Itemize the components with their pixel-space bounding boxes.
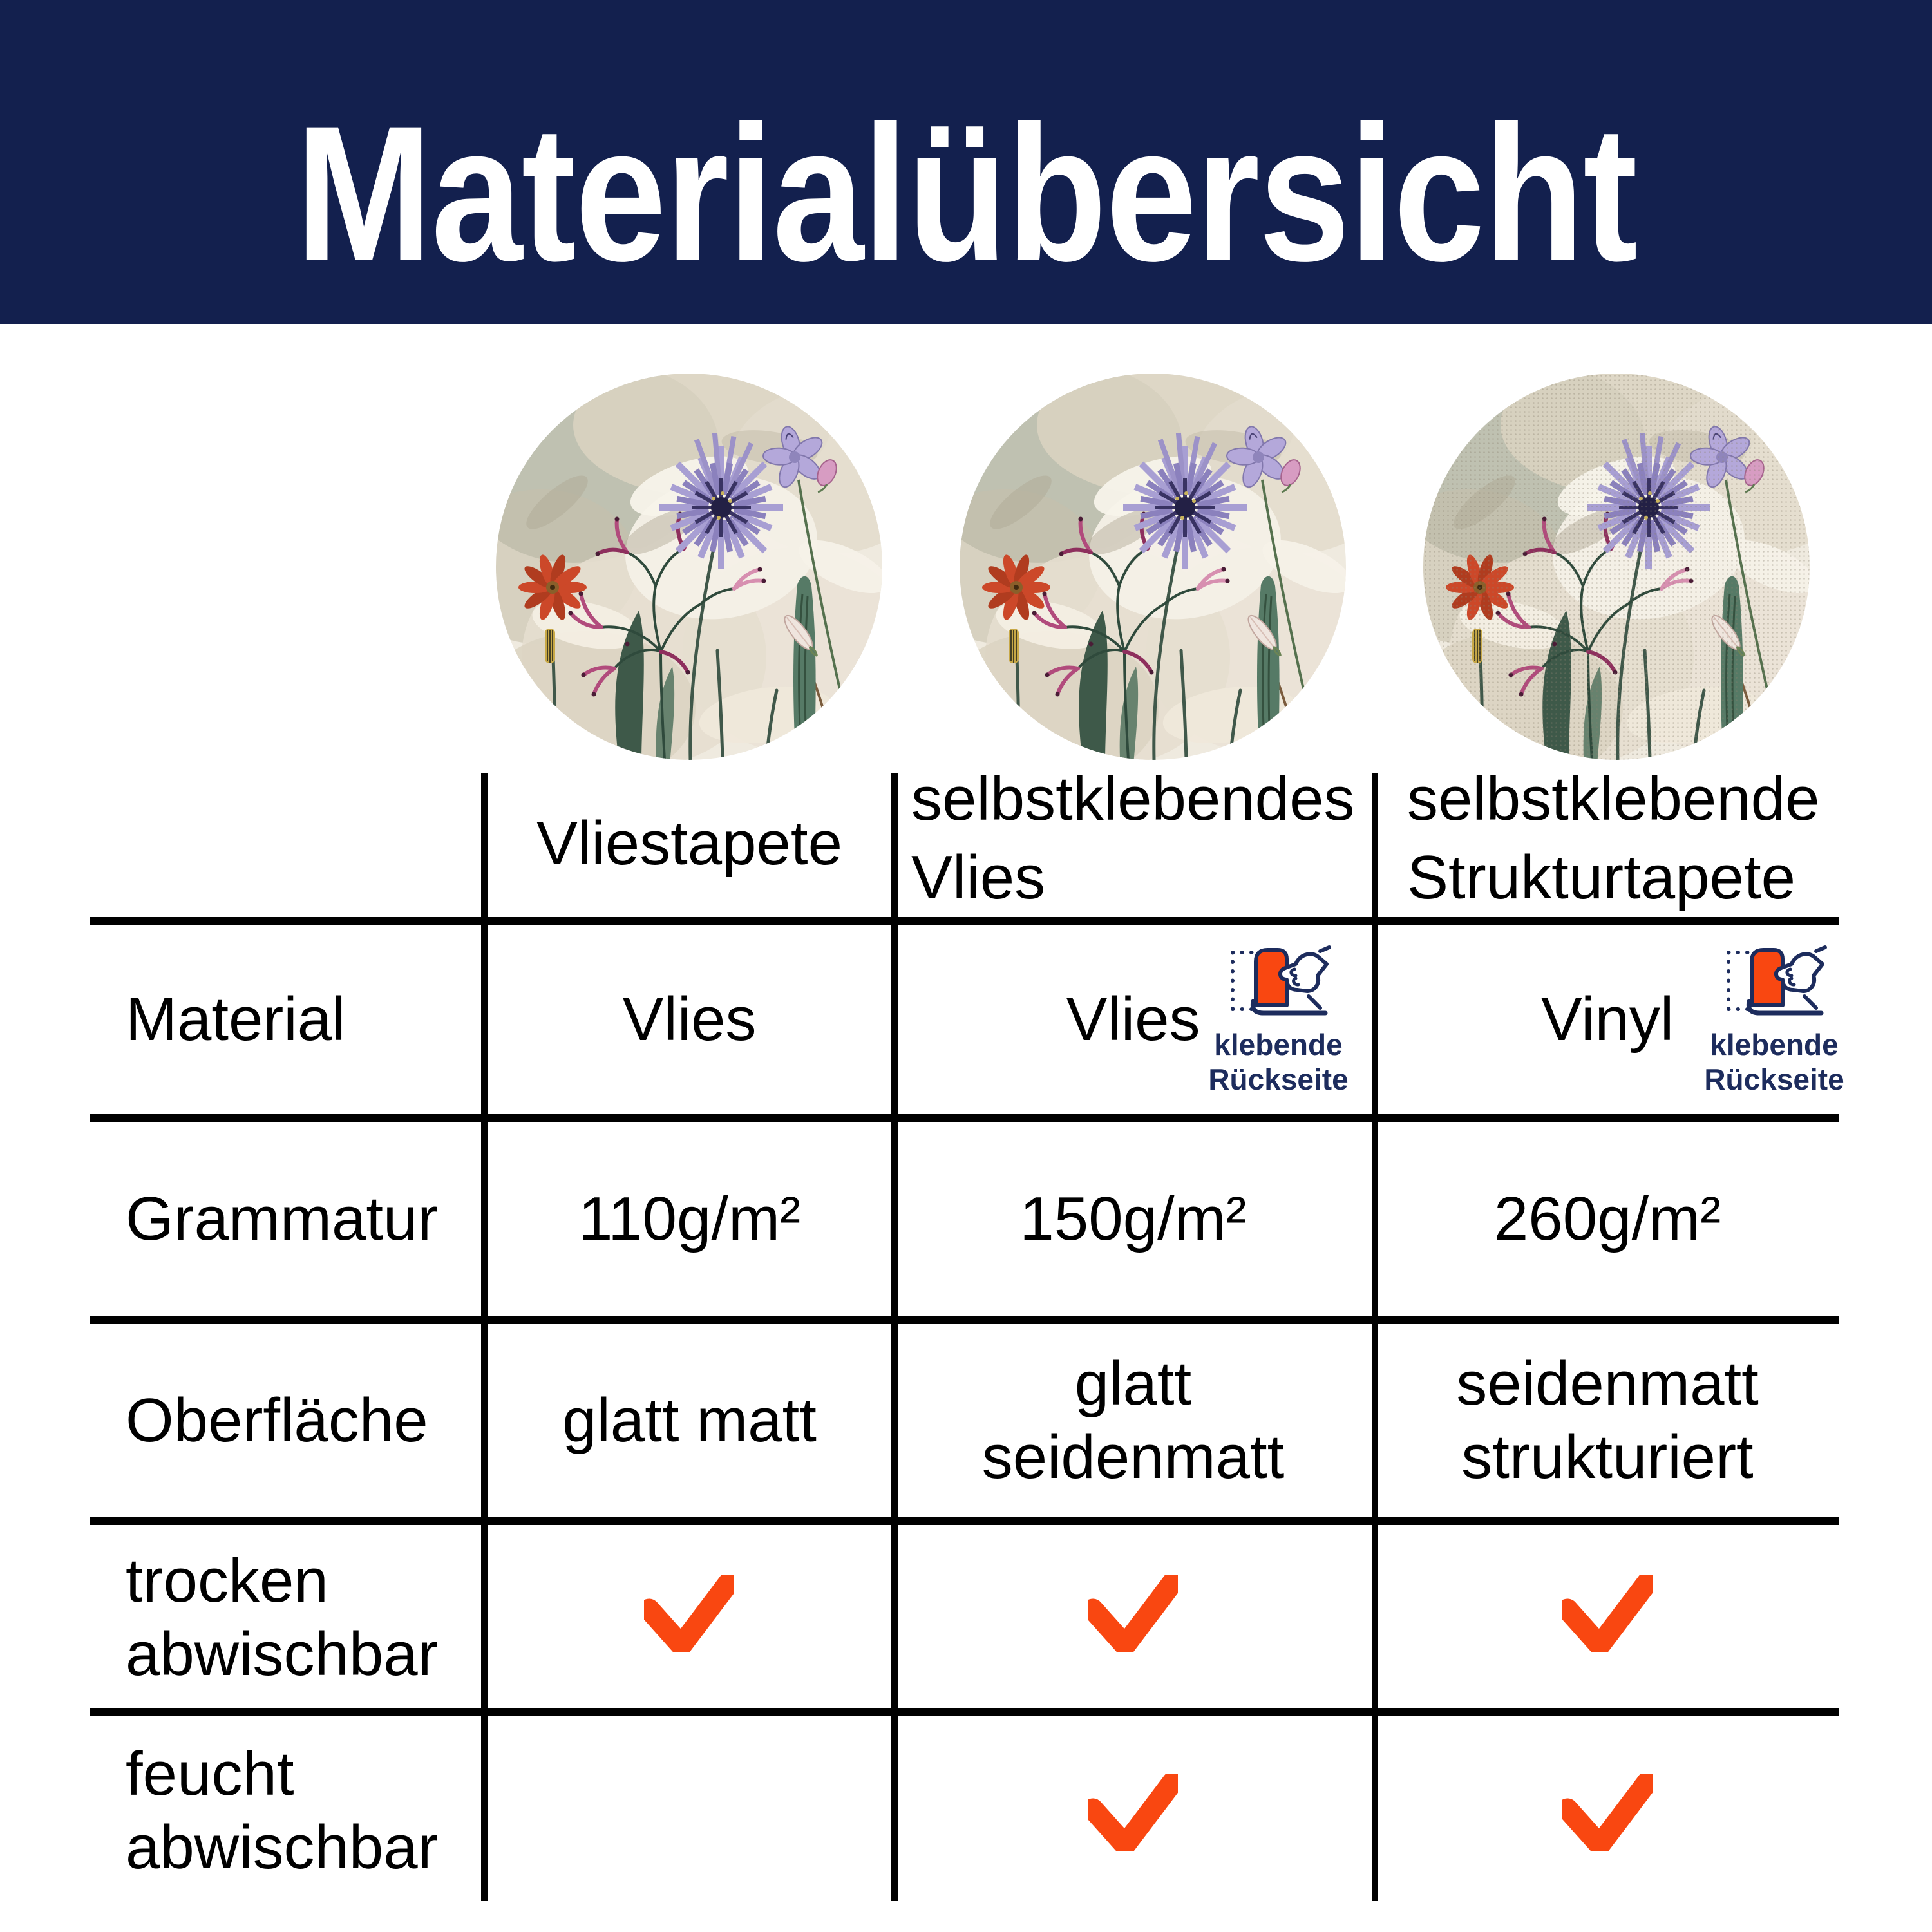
- peel-hand-icon: [1719, 942, 1829, 1021]
- check-icon: [644, 1575, 734, 1652]
- row-label-oberflaeche: Oberfläche: [126, 1386, 428, 1455]
- cell-material-vliestapete: Vlies: [622, 985, 757, 1054]
- table-vertical-rule-1: [481, 773, 488, 1901]
- wallpaper-sample-vliestapete: [496, 374, 882, 760]
- check-icon: [1088, 1575, 1178, 1652]
- adhesive-backing-badge: klebende Rückseite: [1201, 942, 1356, 1097]
- cell-material-strukturtapete: Vinyl: [1540, 985, 1674, 1054]
- column-header-vliestapete: Vliestapete: [536, 809, 842, 878]
- peel-hand-icon: [1224, 942, 1333, 1021]
- table-horizontal-rule-5: [90, 1708, 1839, 1716]
- wallpaper-sample-selbstklebendes-vlies: [960, 374, 1346, 760]
- table-vertical-rule-2: [891, 773, 898, 1901]
- table-horizontal-rule-2: [90, 1114, 1839, 1122]
- check-icon: [1562, 1575, 1653, 1652]
- page-title: Materialübersicht: [295, 84, 1637, 301]
- check-icon: [1088, 1774, 1178, 1852]
- canvas-texture-overlay: [1423, 374, 1810, 760]
- cell-oberflaeche-vliestapete: glatt matt: [562, 1386, 817, 1455]
- cell-grammatur-selbstklebendes-vlies: 150g/m²: [1019, 1184, 1247, 1253]
- table-horizontal-rule-1: [90, 917, 1839, 925]
- table-vertical-rule-3: [1372, 773, 1378, 1901]
- row-label-trocken-abwischbar: trocken abwischbar: [126, 1546, 439, 1689]
- row-label-feucht-abwischbar: feucht abwischbar: [126, 1739, 439, 1882]
- column-header-selbstklebende-strukturtapete: selbstklebende Strukturtapete: [1407, 764, 1820, 912]
- cell-grammatur-vliestapete: 110g/m²: [578, 1184, 801, 1253]
- row-label-grammatur: Grammatur: [126, 1184, 439, 1253]
- column-header-selbstklebendes-vlies: selbstklebendes Vlies: [911, 764, 1355, 912]
- cell-oberflaeche-selbstklebendes-vlies: glatt seidenmatt: [981, 1349, 1285, 1492]
- header-band: [0, 0, 1932, 324]
- cell-material-selbstklebendes-vlies: Vlies: [1066, 985, 1200, 1054]
- table-horizontal-rule-4: [90, 1517, 1839, 1525]
- table-horizontal-rule-3: [90, 1316, 1839, 1324]
- wallpaper-sample-strukturtapete: [1423, 374, 1810, 760]
- check-icon: [1562, 1774, 1653, 1852]
- adhesive-backing-badge: klebende Rückseite: [1697, 942, 1852, 1097]
- cell-grammatur-strukturtapete: 260g/m²: [1493, 1184, 1721, 1253]
- row-label-material: Material: [126, 985, 346, 1054]
- cell-oberflaeche-strukturtapete: seidenmatt strukturiert: [1456, 1349, 1759, 1492]
